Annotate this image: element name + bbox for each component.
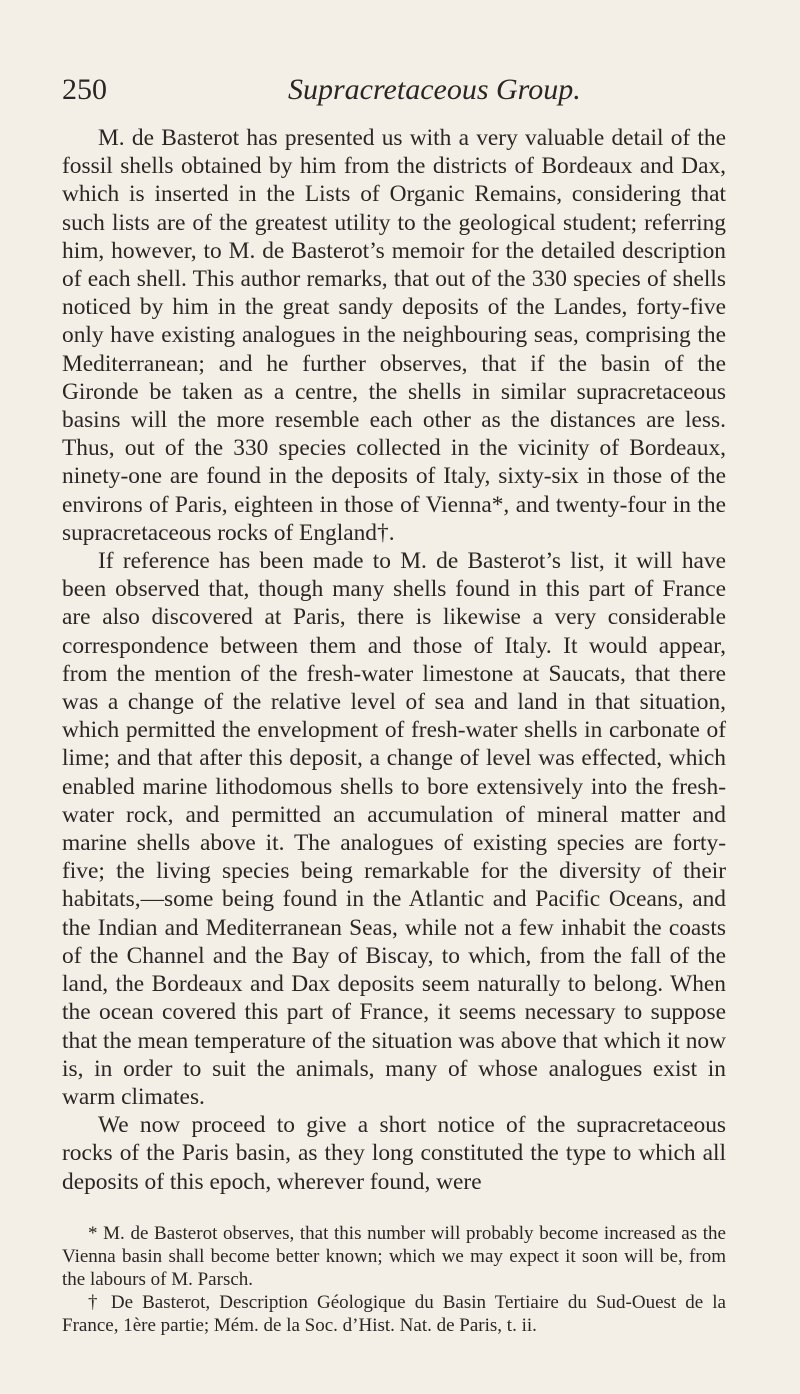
page-number: 250	[62, 73, 107, 106]
paragraph: We now proceed to give a short notice of the supracretaceous rocks of the Paris basin, as they long constituted the type to which all deposits of this epoch, wherever found, were	[62, 1112, 726, 1195]
paragraph: M. de Basterot has presented us with a very valuable detail of the fossil shells obtained by him from the districts of Bordeaux and Dax, which is inserted in the Lists of Organic Remains, considering that such lists are of the greatest utility to the geological student; referring him, however, to M. de Basterot’s memoir for the detailed description of each shell. This author remarks, that out of the 330 species of shells noticed by him in the great sandy deposits of the Landes, forty-five only have existing analogues in the neighbouring seas, comprising the Mediterranean; and he further observes, that if the basin of the Gironde be taken as a centre, the shells in similar supracretaceous basins will the more resemble each other as the distances are less. Thus, out of the 330 species collected in the vicinity of Bordeaux, ninety-one are found in the deposits of Italy, sixty-six in those of the environs of Paris, eighteen in those of Vienna*, and twenty-four in the supracretaceous rocks of England†.	[62, 125, 726, 546]
footnotes	[62, 1222, 726, 1337]
running-head	[62, 72, 722, 108]
body-text	[62, 124, 726, 1196]
running-title: Supracretaceous Group.	[288, 73, 581, 106]
footnote: † De Basterot, Description Géologique du Basin Tertiaire du Sud-Ouest de la France, 1ère partie; Mém. de la Soc. d’Hist. Nat. de Paris, t. ii.	[62, 1292, 726, 1336]
footnote: * M. de Basterot observes, that this number will probably become increased as the Vienna basin shall become better known; which we may expect it soon will be, from the labours of M. Parsch.	[62, 1223, 726, 1290]
paragraph: If reference has been made to M. de Basterot’s list, it will have been observed that, though many shells found in this part of France are also discovered at Paris, there is likewise a very considerable correspondence between them and those of Italy. It would appear, from the mention of the fresh-water limestone at Saucats, that there was a change of the relative level of sea and land in that situation, which permitted the envelopment of fresh-water shells in carbonate of lime; and that after this deposit, a change of level was effected, which enabled marine lithodomous shells to bore extensively into the fresh-water rock, and permitted an accumulation of mineral matter and marine shells above it. The analogues of existing species are forty-five; the living species being remarkable for the diversity of their habitats,—some being found in the Atlantic and Pacific Oceans, and the Indian and Mediterranean Seas, while not a few inhabit the coasts of the Channel and the Bay of Biscay, to which, from the fall of the land, the Bordeaux and Dax deposits seem naturally to belong. When the ocean covered this part of France, it seems necessary to suppose that the mean temperature of the situation was above that which it now is, in order to suit the animals, many of whose analogues exist in warm climates.	[62, 548, 726, 1110]
